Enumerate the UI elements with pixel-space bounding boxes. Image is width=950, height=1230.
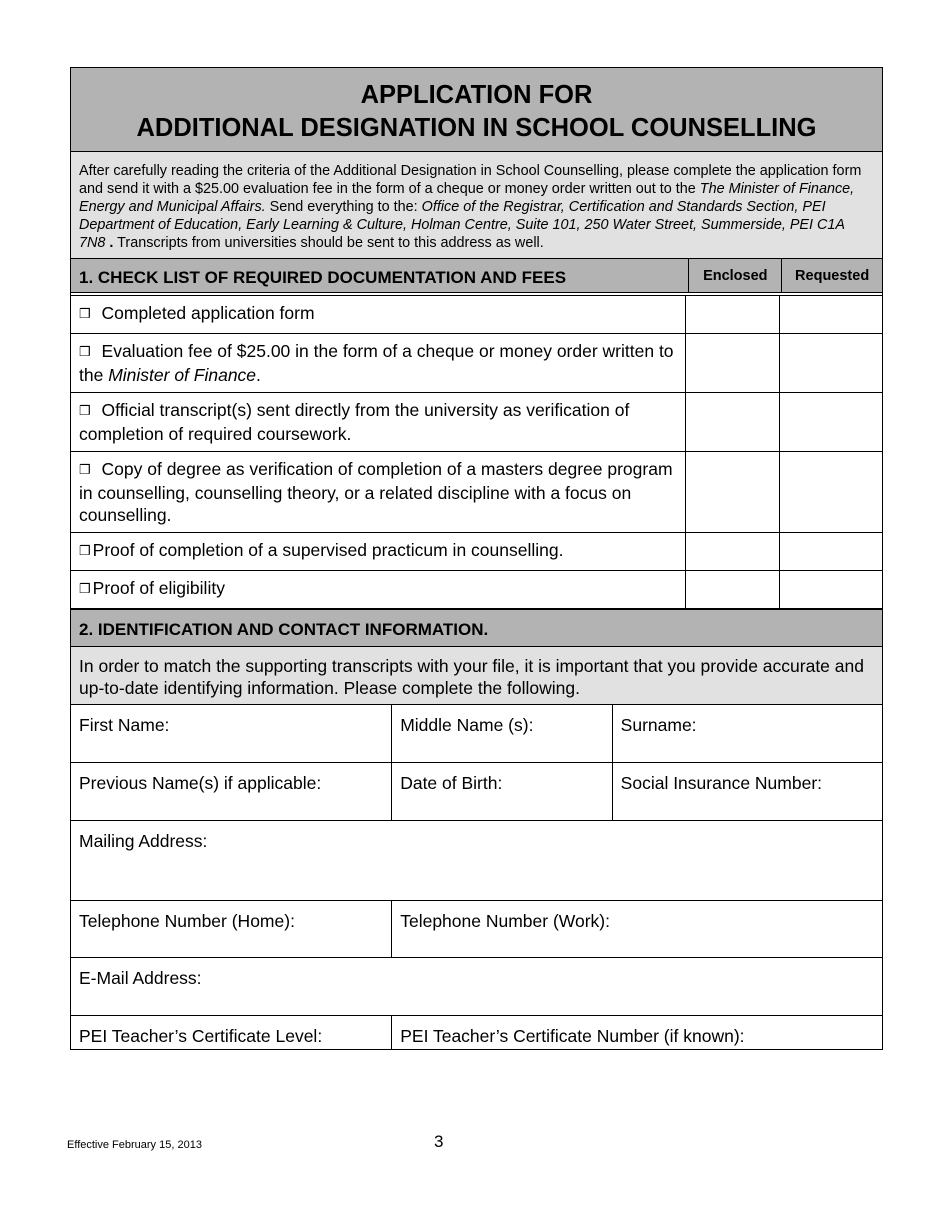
checklist-item-application bbox=[71, 295, 882, 333]
intro-address: Office of the Registrar, Certification and Standards Section, PEI Department of Education, Early Learning & Culture, Holman Centre, Suite 101, 250 Water Street, Summerside, PEI C1A 7N8 bbox=[79, 199, 845, 251]
checklist-label-text: Copy of degree as verification of completion of a masters degree program in counselling, counselling theory, or a related discipline with a focus on counselling. bbox=[79, 459, 673, 525]
checklist-item-degree bbox=[71, 451, 882, 532]
address-row bbox=[71, 820, 882, 900]
mailing-address-field[interactable]: Mailing Address: bbox=[79, 831, 208, 851]
checklist-label bbox=[71, 393, 685, 451]
certificate-level-field[interactable]: PEI Teacher’s Certificate Level: bbox=[79, 1026, 323, 1046]
requested-cell[interactable] bbox=[779, 571, 882, 608]
requested-cell[interactable] bbox=[779, 452, 882, 532]
enclosed-cell[interactable] bbox=[685, 533, 780, 570]
checklist-label-text: Official transcript(s) sent directly from the university as verification of completion of required coursework. bbox=[79, 400, 630, 444]
section2-header bbox=[71, 608, 882, 646]
requested-cell[interactable] bbox=[779, 533, 882, 570]
checkbox-icon[interactable]: ❒ bbox=[79, 543, 91, 558]
checklist-label-text: Evaluation fee of $25.00 in the form of a cheque or money order written to the bbox=[79, 341, 674, 385]
phone-home-field[interactable]: Telephone Number (Home): bbox=[79, 911, 295, 931]
effective-date: Effective February 15, 2013 bbox=[67, 1139, 202, 1151]
checklist-label bbox=[71, 296, 685, 333]
sin-field[interactable]: Social Insurance Number: bbox=[612, 763, 882, 820]
intro-minister: The Minister of Finance, Energy and Municipal Affairs. bbox=[79, 181, 855, 215]
enclosed-cell[interactable] bbox=[685, 296, 780, 333]
form-title bbox=[71, 68, 882, 151]
certificate-number-field[interactable]: PEI Teacher’s Certificate Number (if known): bbox=[391, 1016, 882, 1049]
checklist-label-text: Proof of completion of a supervised practicum in counselling. bbox=[92, 540, 564, 560]
intro-text-1: After carefully reading the criteria of the Additional Designation in School Counselling, please complete the application form and send it with a $25.00 evaluation fee in the form of a cheque or money order written out to the bbox=[79, 163, 862, 197]
checklist-label-text: Proof of eligibility bbox=[92, 578, 225, 598]
phone-work-field[interactable]: Telephone Number (Work): bbox=[391, 901, 882, 957]
certificate-row bbox=[71, 1015, 882, 1049]
section2-instructions: In order to match the supporting transcripts with your file, it is important that you provide accurate and up-to-date identifying information. Please complete the following. bbox=[71, 646, 882, 704]
first-name-field[interactable]: First Name: bbox=[79, 715, 170, 735]
checklist-item-eligibility bbox=[71, 570, 882, 608]
checklist-label-tail: . bbox=[256, 365, 261, 385]
checklist-item-practicum bbox=[71, 532, 882, 570]
enclosed-cell[interactable] bbox=[685, 452, 780, 532]
surname-field[interactable]: Surname: bbox=[612, 705, 882, 762]
form-title-line2: ADDITIONAL DESIGNATION IN SCHOOL COUNSELLING bbox=[136, 114, 817, 142]
section2-title: 2. IDENTIFICATION AND CONTACT INFORMATION. bbox=[79, 620, 489, 639]
checklist-label bbox=[71, 533, 685, 570]
requested-cell[interactable] bbox=[779, 334, 882, 392]
email-field[interactable]: E-Mail Address: bbox=[79, 968, 202, 988]
middle-name-field[interactable]: Middle Name (s): bbox=[391, 705, 611, 762]
identity-row bbox=[71, 762, 882, 820]
enclosed-column-header: Enclosed bbox=[688, 259, 781, 292]
email-row bbox=[71, 957, 882, 1015]
requested-cell[interactable] bbox=[779, 393, 882, 451]
intro-paragraph bbox=[71, 151, 882, 258]
checklist-label bbox=[71, 334, 685, 392]
enclosed-cell[interactable] bbox=[685, 393, 780, 451]
requested-column-header: Requested bbox=[781, 259, 882, 292]
checkbox-icon[interactable]: ❒ bbox=[79, 344, 91, 359]
checklist-label-italic: Minister of Finance bbox=[108, 365, 257, 385]
checkbox-icon[interactable]: ❒ bbox=[79, 462, 91, 477]
form-title-line1: APPLICATION FOR bbox=[360, 81, 593, 109]
intro-text-3: Transcripts from universities should be sent to this address as well. bbox=[113, 235, 544, 251]
checklist-label-text: Completed application form bbox=[101, 303, 315, 323]
previous-names-field[interactable]: Previous Name(s) if applicable: bbox=[79, 773, 322, 793]
checklist-label bbox=[71, 571, 685, 608]
page-number: 3 bbox=[434, 1132, 444, 1151]
application-form bbox=[70, 67, 883, 1050]
intro-text-2: Send everything to the: bbox=[265, 199, 422, 215]
enclosed-cell[interactable] bbox=[685, 334, 780, 392]
section1-title: 1. CHECK LIST OF REQUIRED DOCUMENTATION AND FEES bbox=[79, 268, 567, 287]
intro-period: . bbox=[105, 235, 114, 251]
section1-header bbox=[71, 258, 882, 292]
requested-cell[interactable] bbox=[779, 296, 882, 333]
checklist-label bbox=[71, 452, 685, 532]
phone-row bbox=[71, 900, 882, 957]
checkbox-icon[interactable]: ❒ bbox=[79, 581, 91, 596]
checklist-item-transcript bbox=[71, 392, 882, 451]
date-of-birth-field[interactable]: Date of Birth: bbox=[391, 763, 611, 820]
checklist-item-fee bbox=[71, 333, 882, 392]
enclosed-cell[interactable] bbox=[685, 571, 780, 608]
name-row bbox=[71, 704, 882, 762]
checkbox-icon[interactable]: ❒ bbox=[79, 403, 91, 418]
checkbox-icon[interactable]: ❒ bbox=[79, 306, 91, 321]
